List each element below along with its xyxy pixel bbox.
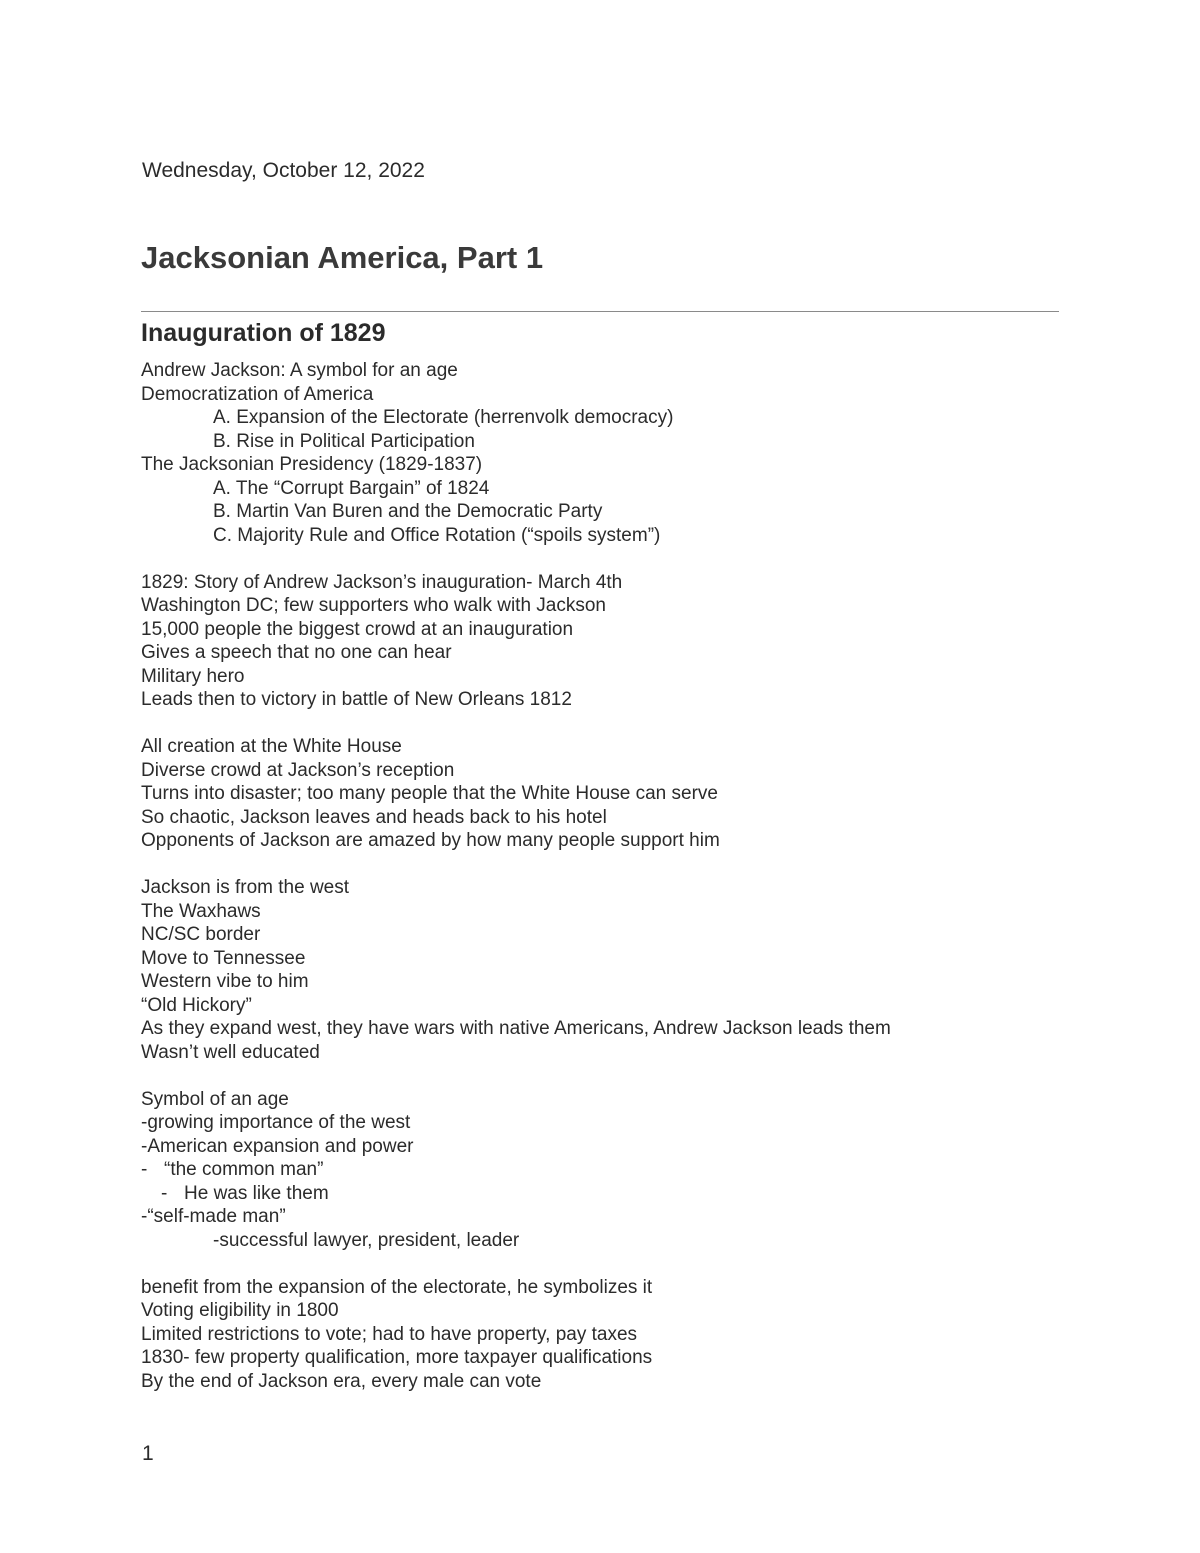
note-line: -successful lawyer, president, leader (213, 1229, 520, 1251)
note-line (141, 1158, 1141, 1182)
title-divider (141, 311, 1059, 312)
blank-line (141, 1252, 1141, 1276)
note-line: NC/SC border (141, 924, 261, 945)
note-line: “Old Hickory” (141, 994, 252, 1016)
note-line: Military hero (141, 665, 245, 687)
note-line: 15,000 people the biggest crowd at an inauguration (141, 618, 574, 640)
blank-line (141, 853, 1141, 877)
note-line: Washington DC; few supporters who walk with Jackson (141, 595, 606, 616)
note-line: Voting eligibility in 1800 (141, 1300, 339, 1321)
note-line: Wasn’t well educated (141, 1041, 320, 1063)
page-number: 1 (142, 1442, 154, 1465)
note-line: A. The “Corrupt Bargain” of 1824 (213, 477, 490, 499)
note-line: Leads then to victory in battle of New Orleans 1812 (141, 689, 572, 710)
note-body (141, 359, 1141, 1393)
blank-line (141, 547, 1141, 571)
note-line: So chaotic, Jackson leaves and heads back to his hotel (141, 806, 607, 828)
blank-line (141, 712, 1141, 736)
note-line: All creation at the White House (141, 736, 402, 757)
note-line: benefit from the expansion of the electorate, he symbolizes it (141, 1276, 653, 1298)
note-date: Wednesday, October 12, 2022 (142, 159, 425, 182)
section-heading: Inauguration of 1829 (141, 319, 386, 347)
note-line: B. Rise in Political Participation (213, 430, 475, 452)
note-line: Democratization of America (141, 383, 374, 405)
note-line: Jackson is from the west (141, 877, 350, 898)
note-line: C. Majority Rule and Office Rotation (“spoils system”) (213, 524, 661, 546)
page-title: Jacksonian America, Part 1 (141, 240, 544, 275)
note-line: Western vibe to him (141, 971, 309, 992)
note-line: By the end of Jackson era, every male can vote (141, 1370, 542, 1392)
note-line: 1830- few property qualification, more taxpayer qualifications (141, 1347, 653, 1368)
note-line: As they expand west, they have wars with native Americans, Andrew Jackson leads them (141, 1018, 891, 1039)
bullet-marker: - (161, 1182, 168, 1204)
note-line: Diverse crowd at Jackson’s reception (141, 759, 455, 781)
note-line: Gives a speech that no one can hear (141, 642, 452, 663)
note-line: The Jacksonian Presidency (1829-1837) (141, 454, 483, 475)
note-line: -growing importance of the west (141, 1112, 411, 1133)
note-line: A. Expansion of the Electorate (herrenvolk democracy) (213, 407, 674, 428)
note-line: Turns into disaster; too many people that the White House can serve (141, 783, 718, 804)
bullet-marker: - (141, 1159, 148, 1180)
note-line: B. Martin Van Buren and the Democratic Party (213, 501, 603, 522)
note-line: Andrew Jackson: A symbol for an age (141, 360, 458, 381)
note-line (141, 1182, 1141, 1206)
note-line: Opponents of Jackson are amazed by how many people support him (141, 830, 720, 851)
blank-line (141, 1064, 1141, 1088)
note-line: Limited restrictions to vote; had to have property, pay taxes (141, 1323, 638, 1345)
note-line-text: He was like them (184, 1182, 329, 1204)
note-line-text: “the common man” (164, 1159, 324, 1180)
note-line: 1829: Story of Andrew Jackson’s inauguration- March 4th (141, 571, 623, 593)
note-line: -“self-made man” (141, 1206, 286, 1227)
note-line: -American expansion and power (141, 1135, 414, 1157)
note-line: Symbol of an age (141, 1088, 289, 1110)
note-line: The Waxhaws (141, 900, 261, 922)
note-line: Move to Tennessee (141, 947, 306, 969)
